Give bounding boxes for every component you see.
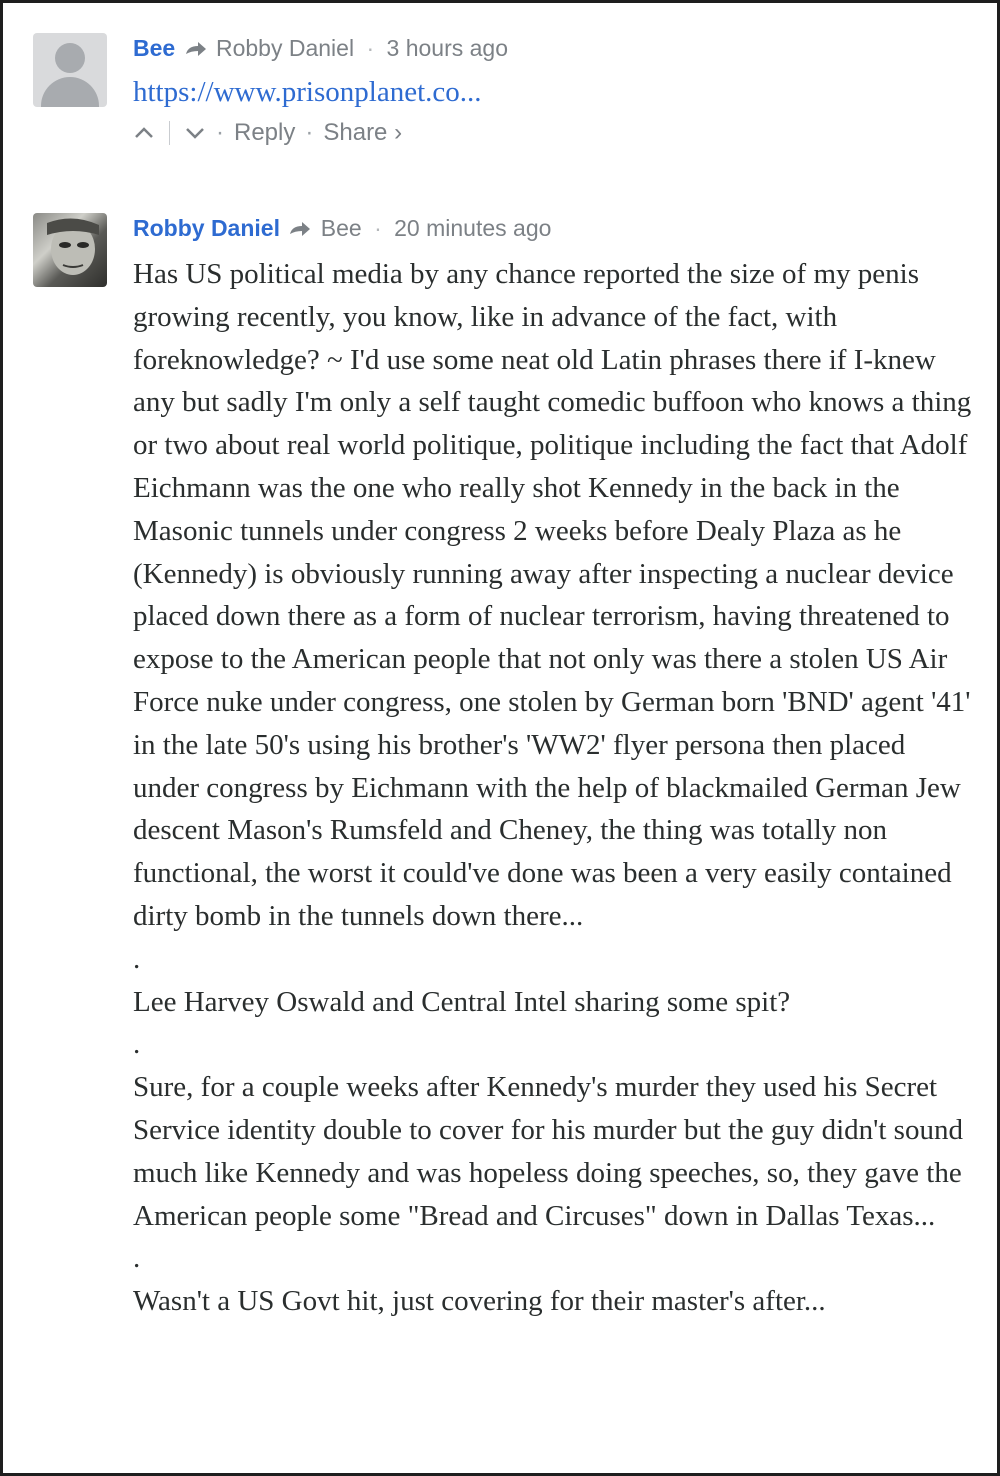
shared-link[interactable]: https://www.prisonplanet.co...	[133, 76, 482, 108]
comment-message	[133, 253, 977, 1323]
avatar-shoulders-shape	[41, 77, 99, 107]
message-paragraph: Has US political media by any chance reported the size of my penis growing recently, you know, like in advance of the fact, with foreknowledge? ~ I'd use some neat old Latin phrases there if I-knew any but sadly I'm only a self taught comedic buffoon who knows a thing or two about real world politique, politique including the fact that Adolf Eichmann was the one who really shot Kennedy in the back in the Masonic tunnels under congress 2 weeks before Dealy Plaza as he (Kennedy) is obviously running away after inspecting a nuclear device placed down there as a form of nuclear terrorism, having threatened to expose to the American people that not only was there a stolen US Air Force nuke under congress, one stolen by German born 'BND' agent '41' in the late 50's using his brother's 'WW2' flyer persona then placed under congress by Eichmann with the help of blackmailed German Jew descent Mason's Rumsfeld and Cheney, the thing was totally non functional, the worst it could've done was been a very easily contained dirty bomb in the tunnels down there...	[133, 258, 972, 932]
default-avatar[interactable]	[33, 33, 107, 107]
share-button[interactable]: Share ›	[323, 119, 403, 146]
action-separator: ·	[216, 119, 224, 146]
comment-meta	[133, 33, 977, 63]
vote-divider	[169, 121, 170, 145]
downvote-icon[interactable]	[184, 125, 206, 141]
reply-arrow-icon	[184, 40, 208, 58]
author-name[interactable]: Robby Daniel	[133, 215, 280, 241]
avatar-photo-icon	[33, 213, 107, 287]
avatar-head-shape	[55, 43, 85, 73]
upvote-icon[interactable]	[133, 125, 155, 141]
timestamp[interactable]: 3 hours ago	[386, 35, 509, 61]
meta-separator: ·	[374, 215, 382, 241]
timestamp[interactable]: 20 minutes ago	[394, 215, 552, 241]
action-separator: ·	[305, 119, 314, 146]
message-paragraph: Wasn't a US Govt hit, just covering for their master's after...	[133, 1285, 826, 1318]
message-paragraph: .	[133, 1242, 141, 1275]
message-paragraph: .	[133, 942, 141, 975]
user-photo-avatar[interactable]	[33, 213, 107, 287]
author-name[interactable]: Bee	[133, 35, 176, 61]
message-paragraph: .	[133, 1028, 141, 1061]
comment-body	[133, 213, 977, 1323]
comment-meta	[133, 213, 977, 243]
comment-actions	[133, 117, 977, 149]
message-paragraph: Lee Harvey Oswald and Central Intel sharing some spit?	[133, 985, 791, 1018]
comment-body	[133, 33, 977, 149]
reply-button[interactable]: Reply	[234, 119, 296, 146]
reply-to-name[interactable]: Bee	[320, 215, 362, 241]
meta-separator: ·	[366, 35, 375, 61]
reply-to-name[interactable]: Robby Daniel	[215, 35, 355, 61]
message-paragraph: Sure, for a couple weeks after Kennedy's murder they used his Secret Service identity double to cover for his murder but the guy didn't sound much like Kennedy and was hopeless doing speeches, so, they gave the American people some "Bread and Circuses" down in Dallas Texas...	[133, 1071, 963, 1232]
reply-arrow-icon	[288, 220, 312, 238]
